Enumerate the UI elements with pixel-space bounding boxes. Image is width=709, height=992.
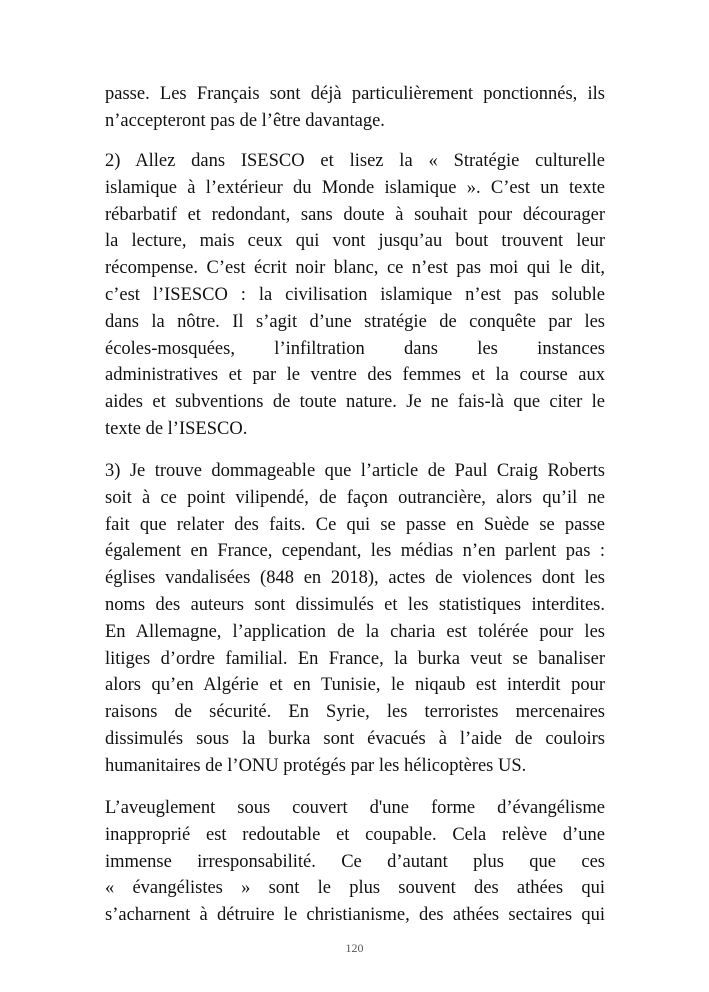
text-line: également en France, cependant, les médias n’en parlent pas : xyxy=(105,541,605,562)
paragraph-2 xyxy=(105,148,605,443)
text-line: inapproprié est redoutable et coupable. Cela relève d’une xyxy=(105,824,605,845)
text-line: aides et subventions de toute nature. Je ne fais-là que citer le xyxy=(105,392,605,413)
text-line: dissimulés sous la burka sont évacués à l’aide de couloirs xyxy=(105,728,605,749)
text-line: raisons de sécurité. En Syrie, les terroristes mercenaires xyxy=(105,702,605,723)
text-line: la lecture, mais ceux qui vont jusqu’au bout trouvent leur xyxy=(105,231,605,252)
text-line: passe. Les Français sont déjà particulièrement ponctionnés, ils xyxy=(105,84,605,104)
paragraph-3 xyxy=(105,458,605,780)
text-line: récompense. C’est écrit noir blanc, ce n’est pas moi qui le dit, xyxy=(105,258,605,279)
text-line: fait que relater des faits. Ce qui se passe en Suède se passe xyxy=(105,514,605,535)
text-line: n’accepteront pas de l’être davantage. xyxy=(105,110,385,131)
text-line: écoles-mosquées, l’infiltration dans les instances xyxy=(105,338,605,359)
text-line: dans la nôtre. Il s’agit d’une stratégie de conquête par les xyxy=(105,311,605,332)
text-line: texte de l’ISESCO. xyxy=(105,418,248,439)
text-line: En Allemagne, l’application de la charia est tolérée pour les xyxy=(105,621,605,642)
text-line: L’aveuglement sous couvert d'une forme d’évangélisme xyxy=(105,798,605,818)
paragraph-1 xyxy=(105,81,605,135)
text-line: églises vandalisées (848 en 2018), actes de violences dont les xyxy=(105,568,605,589)
paragraph-4 xyxy=(105,795,605,929)
text-line: alors qu’en Algérie et en Tunisie, le niqaub est interdit pour xyxy=(105,675,605,696)
text-line: rébarbatif et redondant, sans doute à souhait pour décourager xyxy=(105,204,605,225)
text-line: litiges d’ordre familial. En France, la burka veut se banaliser xyxy=(105,648,605,669)
page-number: 120 xyxy=(345,941,364,955)
text-line: administratives et par le ventre des femmes et la course aux xyxy=(105,365,605,386)
text-line: humanitaires de l’ONU protégés par les hélicoptères US. xyxy=(105,755,527,776)
text-line: 2) Allez dans ISESCO et lisez la « Stratégie culturelle xyxy=(105,151,605,171)
text-line: 3) Je trouve dommageable que l’article de Paul Craig Roberts xyxy=(105,461,605,481)
text-line: « évangélistes » sont le plus souvent des athées qui xyxy=(105,878,605,899)
text-line: c’est l’ISESCO : la civilisation islamique n’est pas soluble xyxy=(105,284,605,305)
text-line: s’acharnent à détruire le christianisme, des athées sectaires qui xyxy=(105,905,605,926)
text-line: immense irresponsabilité. Ce d’autant plus que ces xyxy=(105,851,605,872)
text-line: islamique à l’extérieur du Monde islamique ». C’est un texte xyxy=(105,177,605,198)
text-line: noms des auteurs sont dissimulés et les statistiques interdites. xyxy=(105,594,605,615)
text-line: soit à ce point vilipendé, de façon outrancière, alors qu’il ne xyxy=(105,487,605,508)
